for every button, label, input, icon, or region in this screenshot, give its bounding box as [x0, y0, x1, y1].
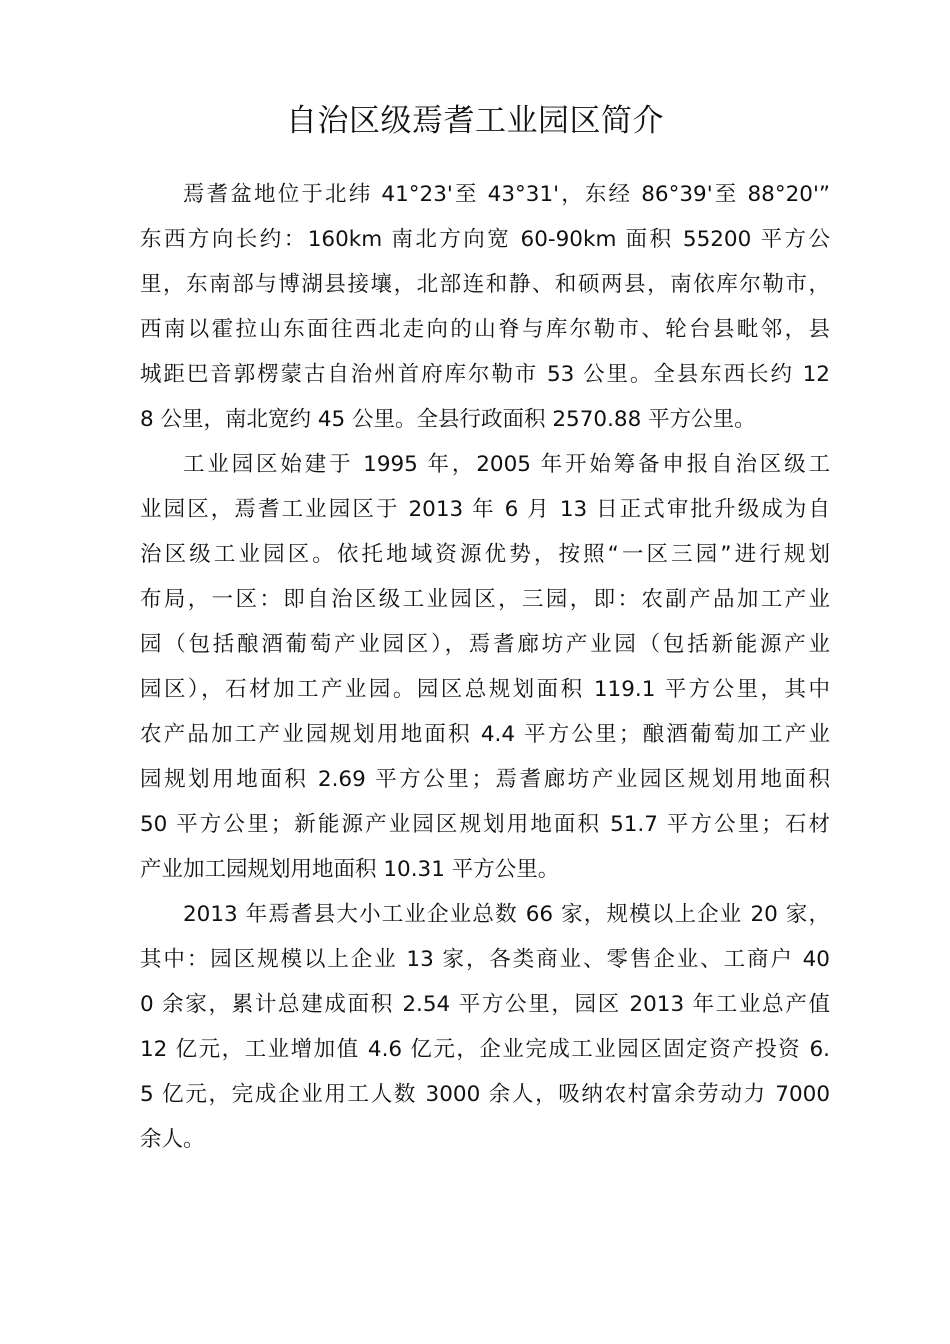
paragraph-line: 园（包括酿酒葡萄产业园区），焉耆廊坊产业园（包括新能源产业 [140, 632, 830, 657]
paragraph-line: 园区），石材加工产业园。园区总规划面积 119.1 平方公里，其中 [140, 677, 830, 702]
document-body [140, 172, 830, 1162]
paragraph-line: 2013 年焉耆县大小工业企业总数 66 家，规模以上企业 20 家， [183, 902, 830, 927]
paragraph-geography [140, 172, 830, 442]
paragraph-line: 东西方向长约：160km 南北方向宽 60-90km 面积 55200 平方公 [140, 227, 830, 252]
paragraph-line: 农产品加工产业园规划用地面积 4.4 平方公里；酿酒葡萄加工产业 [140, 722, 830, 747]
document-title: 自治区级焉耆工业园区简介 [286, 103, 664, 139]
paragraph-line: 产业加工园规划用地面积 10.31 平方公里。 [140, 857, 560, 882]
paragraph-line: 业园区，焉耆工业园区于 2013 年 6 月 13 日正式审批升级成为自 [140, 497, 830, 522]
paragraph-line: 西南以霍拉山东面往西北走向的山脊与库尔勒市、轮台县毗邻，县 [140, 317, 830, 342]
paragraph-line: 治区级工业园区。依托地域资源优势，按照“一区三园”进行规划 [140, 542, 830, 567]
paragraph-line: 园规划用地面积 2.69 平方公里；焉耆廊坊产业园区规划用地面积 [140, 767, 830, 792]
paragraph-line: 0 余家，累计总建成面积 2.54 平方公里，园区 2013 年工业总产值 [140, 992, 830, 1017]
paragraph-line: 5 亿元，完成企业用工人数 3000 余人，吸纳农村富余劳动力 7000 [140, 1082, 830, 1107]
paragraph-line: 工业园区始建于 1995 年，2005 年开始筹备申报自治区级工 [183, 452, 830, 477]
paragraph-statistics [140, 892, 830, 1162]
paragraph-history [140, 442, 830, 892]
paragraph-line: 余人。 [140, 1127, 205, 1152]
paragraph-line: 布局，一区：即自治区级工业园区，三园，即：农副产品加工产业 [140, 587, 830, 612]
paragraph-line: 城距巴音郭楞蒙古自治州首府库尔勒市 53 公里。全县东西长约 12 [140, 362, 830, 387]
paragraph-line: 焉耆盆地位于北纬 41°23'至 43°31'，东经 86°39'至 88°20'” [183, 182, 830, 207]
paragraph-line: 其中：园区规模以上企业 13 家，各类商业、零售企业、工商户 40 [140, 947, 830, 972]
paragraph-line: 50 平方公里；新能源产业园区规划用地面积 51.7 平方公里；石材 [140, 812, 830, 837]
paragraph-line: 里，东南部与博湖县接壤，北部连和静、和硕两县，南依库尔勒市， [140, 272, 830, 297]
paragraph-line: 12 亿元，工业增加值 4.6 亿元，企业完成工业园区固定资产投资 6. [140, 1037, 830, 1062]
paragraph-line: 8 公里，南北宽约 45 公里。全县行政面积 2570.88 平方公里。 [140, 407, 756, 432]
